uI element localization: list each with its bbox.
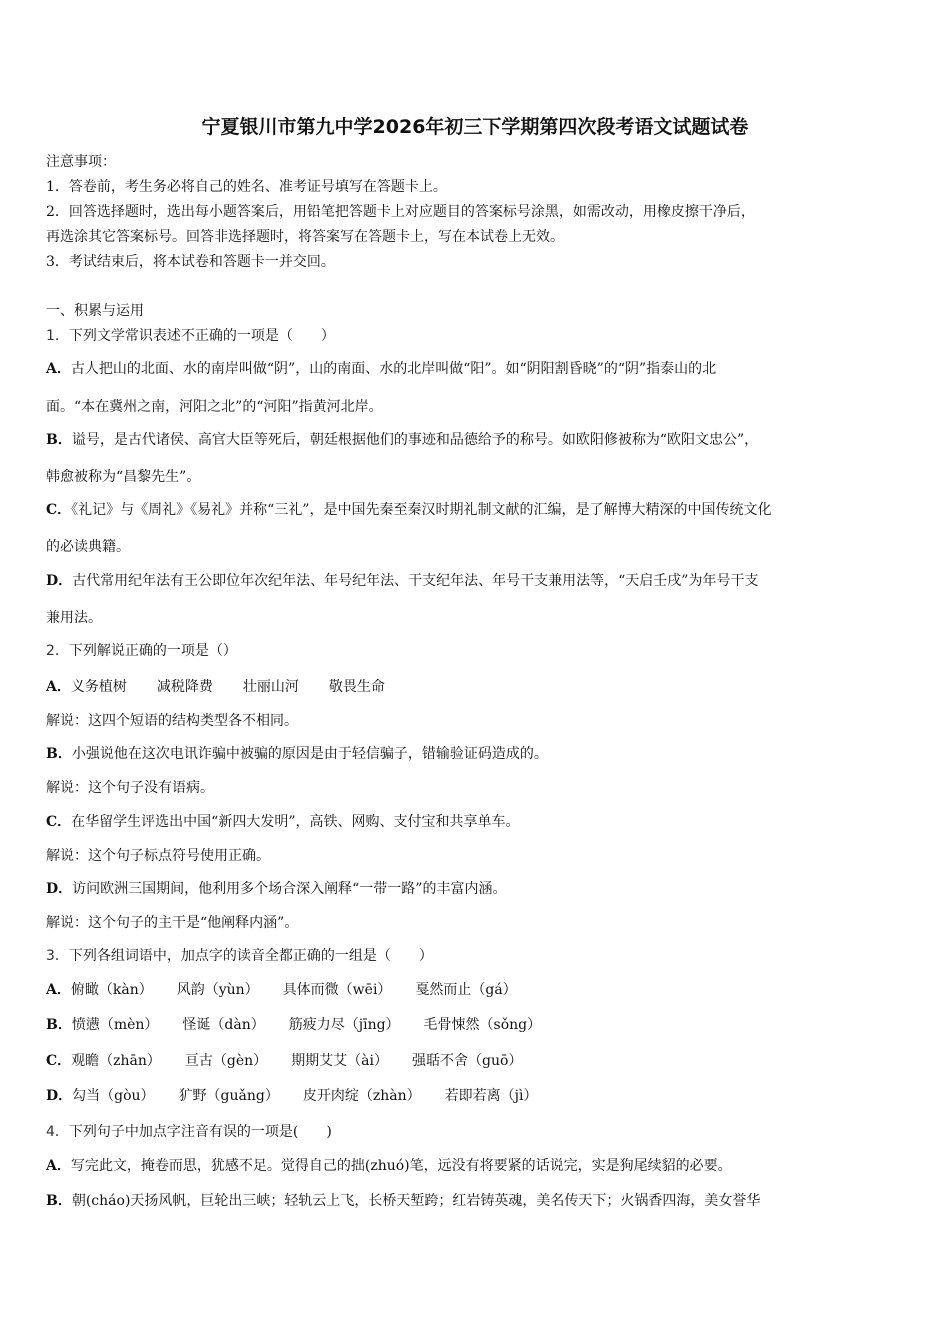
option-text: 在华留学生评选出中国“新四大发明”，高铁、网购、支付宝和共享单车。 [71,814,520,830]
notice-item: 2．回答选择题时，选出每小题答案后，用铅笔把答题卡上对应题目的答案标号涂黑，如需改动，用橡皮擦干净后， [46,204,755,220]
option-word: 减税降费 [156,679,213,695]
q1-option-a [46,359,716,379]
option-text: 朝(cháo)天扬风帆，巨轮出三峡；轻轨云上飞，长桥天堑跨；红岩铸英魂，美名传天下；火锅香四海，美女誉华 [71,1193,761,1209]
option-label: D． [46,1088,73,1104]
option-item: 俯瞰（kàn） [70,982,153,998]
option-label: B． [46,1193,72,1209]
option-item: 风韵（yùn） [176,982,259,998]
question-1-stem [46,326,335,346]
question-text: 下列文学常识表述不正确的一项是（ ） [68,328,335,344]
q4-option-a [46,1156,732,1176]
q1-option-a-cont: 面。“本在冀州之南，河阳之北”的“河阳”指黄河北岸。 [46,399,383,415]
option-item: 若即若离（jì） [444,1088,538,1104]
option-label: C． [46,1053,72,1069]
notice-item: 3．考试结束后，将本试卷和答题卡一并交回。 [46,254,335,270]
question-number: 4． [46,1124,69,1140]
option-text: 古代常用纪年法有王公即位年次纪年法、年号纪年法、干支纪年法、年号干支兼用法等，“天启壬戌”为年号干支 [72,573,759,589]
option-label: C． [46,502,72,518]
q2-note-d: 解说：这个句子的主干是“他阐释内涵”。 [46,915,299,931]
question-number: 1． [46,328,69,344]
notice-item: 再选涂其它答案标号。回答非选择题时，将答案写在答题卡上，写在本试卷上无效。 [46,229,564,245]
option-item: 毛骨悚然（sǒng） [423,1017,542,1033]
section-heading: 一、积累与运用 [46,303,144,319]
option-item: 犷野（guǎng） [178,1088,279,1104]
option-label: A． [46,679,71,695]
q2-note-b: 解说：这个句子没有语病。 [46,780,214,796]
option-word: 敬畏生命 [328,679,385,695]
question-3-stem [46,946,433,966]
q2-option-a [46,677,385,697]
option-label: C． [46,814,72,830]
option-text: 访问欧洲三国期间，他利用多个场合深入阐释“一带一路”的丰富内涵。 [72,881,507,897]
option-text: 《礼记》与《周礼》《易礼》并称“三礼”，是中国先秦至秦汉时期礼制文献的汇编，是了解博大精深的中国传统文化 [71,502,772,518]
q1-option-d [46,571,758,591]
option-text: 古人把山的北面、水的南岸叫做“阴”，山的南面、水的北岸叫做“阳”。如“阴阳割昏晓”的“阴”指泰山的北 [70,361,717,377]
q3-option-a [46,980,517,1000]
q1-option-d-cont: 兼用法。 [46,610,102,626]
option-label: B． [46,746,72,762]
q2-note-a: 解说：这四个短语的结构类型各不相同。 [46,713,298,729]
option-label: A． [46,361,71,377]
option-item: 怪诞（dàn） [182,1017,265,1033]
option-item: 勾当（gòu） [72,1088,155,1104]
q2-option-b [46,744,548,764]
option-text: 小强说他在这次电讯诈骗中被骗的原因是由于轻信骗子，错输验证码造成的。 [71,746,548,762]
question-number: 2． [46,643,69,659]
option-label: D． [46,881,73,897]
option-item: 观瞻（zhān） [71,1053,161,1069]
option-item: 强聒不舍（guō） [412,1053,523,1069]
option-item: 筋疲力尽（jīng） [288,1017,400,1033]
q1-option-b-cont: 韩愈被称为“昌黎先生”。 [46,469,201,485]
q3-option-b [46,1015,541,1035]
option-text: 谥号，是古代诸侯、高官大臣等死后，朝廷根据他们的事迹和品德给予的称号。如欧阳修被称为“欧阳文忠公”， [71,432,759,448]
q4-option-b [46,1191,760,1211]
option-word: 义务植树 [70,679,127,695]
option-label: A． [46,1158,71,1174]
question-text: 下列各组词语中，加点字的读音全都正确的一组是（ ） [68,948,433,964]
page-title: 宁夏银川市第九中学2026年初三下学期第四次段考语文试题试卷 [201,116,749,138]
q1-option-c [46,500,771,520]
q2-note-c: 解说：这个句子标点符号使用正确。 [46,848,270,864]
option-item: 具体而微（wēi） [282,982,392,998]
q1-option-c-cont: 的必读典籍。 [46,539,130,555]
question-4-stem [46,1122,332,1142]
notice-heading: 注意事项： [46,154,116,170]
question-text: 下列句子中加点字注音有误的一项是( ) [68,1124,332,1140]
question-text: 下列解说正确的一项是（） [68,643,237,659]
q3-option-c [46,1051,522,1071]
question-2-stem [46,641,237,661]
notice-item: 1．答卷前，考生务必将自己的姓名、准考证号填写在答题卡上。 [46,179,447,195]
option-word: 壮丽山河 [242,679,299,695]
option-item: 皮开肉绽（zhàn） [302,1088,421,1104]
q1-option-b [46,430,758,450]
option-item: 亘古（gèn） [184,1053,268,1069]
option-item: 愤懑（mèn） [71,1017,159,1033]
option-item: 戛然而止（gá） [415,982,517,998]
option-label: B． [46,432,72,448]
q2-option-c [46,812,519,832]
option-text: 写完此文，掩卷而思，犹感不足。觉得自己的拙(zhuó)笔，远没有将要紧的话说完，实是狗尾续貂的必要。 [70,1158,732,1174]
q3-option-d [46,1086,537,1106]
question-number: 3． [46,948,69,964]
q2-option-d [46,879,506,899]
option-label: B． [46,1017,72,1033]
option-label: A． [46,982,71,998]
option-label: D． [46,573,73,589]
option-item: 期期艾艾（ài） [291,1053,389,1069]
